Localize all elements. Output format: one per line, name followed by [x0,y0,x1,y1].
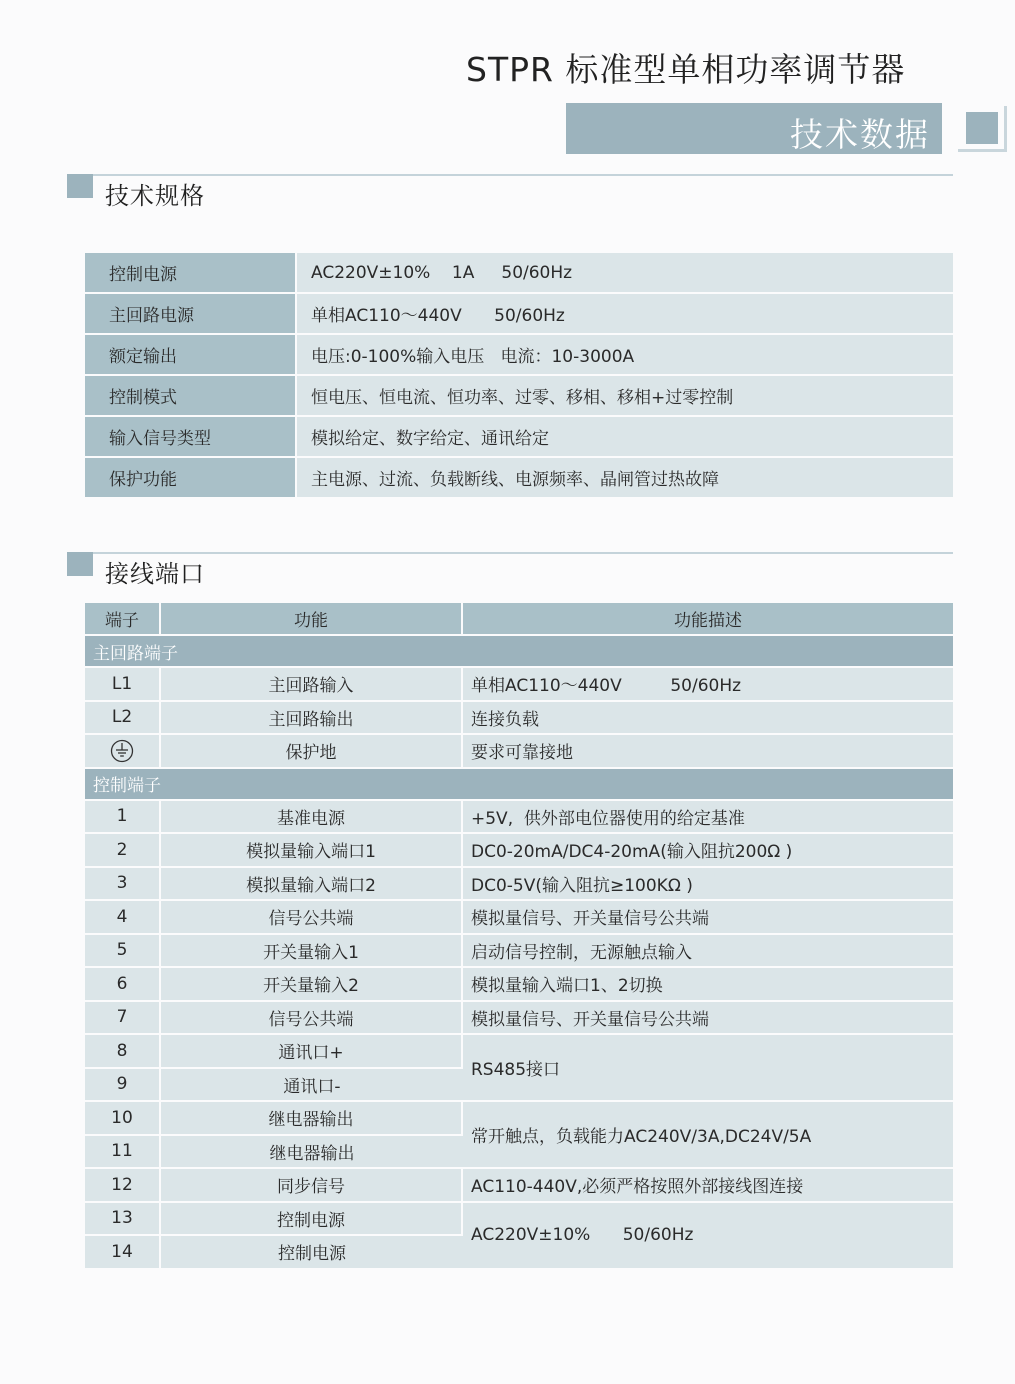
function-cell: 基准电源 [161,801,463,835]
banner-title: 技术数据 [790,115,930,154]
spec-label: 控制电源 [85,253,297,294]
terminal-cell: 10 [85,1102,161,1136]
description-cell: +5V, 供外部电位器使用的给定基准 [463,801,953,835]
section-marker-icon [67,174,93,198]
port-section-header [67,552,953,588]
description-cell: 模拟量输入端口1、2切换 [463,968,953,1002]
function-cell: 模拟量输入端口1 [161,834,463,868]
function-cell: 继电器输出 [161,1136,463,1170]
function-cell: 通讯口- [161,1069,463,1103]
function-cell: 保护地 [161,735,463,769]
terminal-cell: 5 [85,935,161,969]
terminal-cell: 7 [85,1002,161,1036]
table-row [85,294,953,335]
description-cell: AC220V±10% 50/60Hz [463,1203,953,1270]
function-cell: 信号公共端 [161,901,463,935]
spec-label: 额定输出 [85,335,297,376]
function-cell: 开关量输入1 [161,935,463,969]
description-cell: DC0-20mA/DC4-20mA(输入阻抗200Ω ) [463,834,953,868]
description-cell: 模拟量信号、开关量信号公共端 [463,901,953,935]
terminal-cell: 14 [85,1236,161,1270]
table-row [85,968,953,1002]
document-title: STPR 标准型单相功率调节器 [466,50,906,89]
table-row [85,801,953,835]
function-cell: 模拟量输入端口2 [161,868,463,902]
description-cell: 单相AC110～440V 50/60Hz [463,668,953,702]
spec-value: AC220V±10% 1A 50/60Hz [297,253,953,294]
description-cell: RS485接口 [463,1035,953,1102]
spec-value: 模拟给定、数字给定、通讯给定 [297,417,953,458]
group-title: 控制端子 [85,769,953,801]
description-cell: 启动信号控制，无源触点输入 [463,935,953,969]
spec-section-title: 技术规格 [105,182,205,210]
group-title: 主回路端子 [85,636,953,668]
terminal-cell: 4 [85,901,161,935]
function-cell: 控制电源 [161,1236,463,1270]
spec-value: 主电源、过流、负载断线、电源频率、晶闸管过热故障 [297,458,953,499]
protective-earth-icon [110,739,134,763]
table-row [85,253,953,294]
terminal-cell: 11 [85,1136,161,1170]
function-cell: 通讯口+ [161,1035,463,1069]
terminal-cell: 2 [85,834,161,868]
table-row [85,668,953,702]
terminal-cell: 13 [85,1203,161,1237]
table-row [85,1035,953,1069]
table-row [85,1102,953,1136]
description-cell: DC0-5V(输入阻抗≥100KΩ ) [463,868,953,902]
spec-section-header [67,174,953,210]
terminal-cell: 3 [85,868,161,902]
table-row [85,335,953,376]
spec-value: 恒电压、恒电流、恒功率、过零、移相、移相+过零控制 [297,376,953,417]
terminal-cell: 6 [85,968,161,1002]
function-cell: 主回路输入 [161,668,463,702]
description-cell: AC110-440V,必须严格按照外部接线图连接 [463,1169,953,1203]
terminal-cell: L1 [85,668,161,702]
terminal-cell: 8 [85,1035,161,1069]
terminal-cell [85,735,161,769]
port-section-title: 接线端口 [105,560,205,588]
function-cell: 信号公共端 [161,1002,463,1036]
description-cell: 要求可靠接地 [463,735,953,769]
section-marker-icon [67,552,93,576]
description-cell: 模拟量信号、开关量信号公共端 [463,1002,953,1036]
banner-decoration-icon [958,106,1008,152]
function-cell: 继电器输出 [161,1102,463,1136]
column-header: 端子 [85,603,161,636]
port-table [85,603,953,1270]
table-header-row [85,603,953,636]
spec-value: 单相AC110～440V 50/60Hz [297,294,953,335]
table-row [85,1169,953,1203]
table-row [85,1203,953,1237]
group-row [85,769,953,801]
terminal-cell: 1 [85,801,161,835]
table-row [85,868,953,902]
spec-label: 保护功能 [85,458,297,499]
group-row [85,636,953,668]
spec-label: 输入信号类型 [85,417,297,458]
column-header: 功能描述 [463,603,953,636]
table-row [85,1002,953,1036]
table-row [85,417,953,458]
spec-label: 主回路电源 [85,294,297,335]
function-cell: 主回路输出 [161,702,463,736]
table-row [85,458,953,499]
table-row [85,834,953,868]
spec-value: 电压:0-100%输入电压 电流：10-3000A [297,335,953,376]
terminal-cell: L2 [85,702,161,736]
table-row [85,935,953,969]
table-row [85,901,953,935]
terminal-cell: 12 [85,1169,161,1203]
table-row [85,702,953,736]
function-cell: 控制电源 [161,1203,463,1237]
description-cell: 常开触点，负载能力AC240V/3A,DC24V/5A [463,1102,953,1169]
terminal-cell: 9 [85,1069,161,1103]
table-row [85,376,953,417]
table-row [85,735,953,769]
spec-table [85,253,953,499]
section-banner [566,103,942,154]
function-cell: 开关量输入2 [161,968,463,1002]
column-header: 功能 [161,603,463,636]
description-cell: 连接负载 [463,702,953,736]
spec-label: 控制模式 [85,376,297,417]
function-cell: 同步信号 [161,1169,463,1203]
